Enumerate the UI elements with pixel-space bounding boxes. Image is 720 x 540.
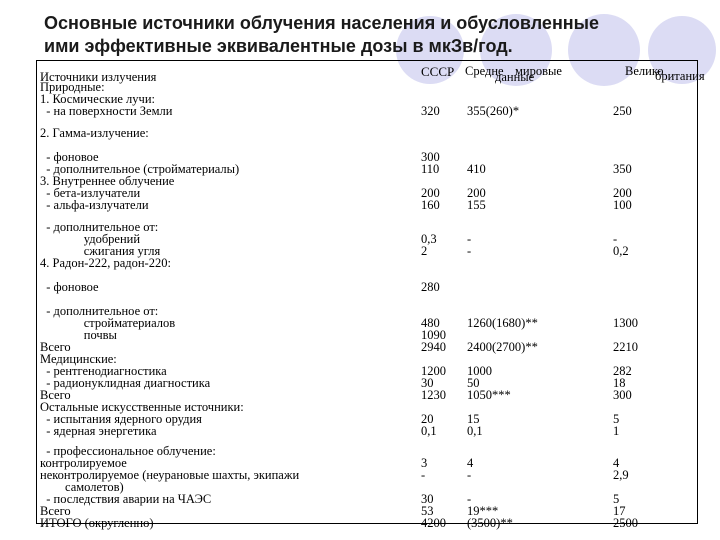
- cell-ussr: 4200: [421, 516, 446, 530]
- row-label: ИТОГО (округленно): [40, 516, 154, 530]
- row-label: - дополнительное (стройматериалы): [40, 162, 240, 176]
- cell-world: 4: [467, 456, 474, 470]
- cell-ussr: 2: [421, 244, 428, 258]
- cell-ussr: 1200: [421, 364, 446, 378]
- cell-ussr: 0,1: [421, 424, 437, 438]
- row-label: 2. Гамма-излучение:: [40, 126, 149, 140]
- header-uk-2: британия: [655, 69, 705, 83]
- row-label: - дополнительное от:: [40, 220, 159, 234]
- cell-ussr: 53: [421, 504, 434, 518]
- cell-uk: 17: [613, 504, 626, 518]
- cell-uk: 250: [613, 104, 632, 118]
- row-label: 4. Радон-222, радон-220:: [40, 256, 171, 270]
- row-label: Остальные искусственные источники:: [40, 400, 244, 414]
- cell-uk: 1: [613, 424, 620, 438]
- row-label: - альфа-излучатели: [40, 198, 149, 212]
- row-label: 1. Космические лучи:: [40, 92, 155, 106]
- cell-uk: 5: [613, 492, 620, 506]
- cell-ussr: 280: [421, 280, 440, 294]
- cell-ussr: 0,3: [421, 232, 437, 246]
- header-world-1: Средне: [465, 64, 504, 78]
- cell-ussr: 320: [421, 104, 440, 118]
- row-label: - радионуклидная диагностика: [40, 376, 211, 390]
- cell-world: 19***: [467, 504, 499, 518]
- row-label: Медицинские:: [40, 352, 117, 366]
- cell-world: 155: [467, 198, 486, 212]
- cell-uk: 5: [613, 412, 620, 426]
- cell-ussr: -: [421, 468, 426, 482]
- row-label: - профессиональное облучение:: [40, 444, 216, 458]
- row-label: контролируемое: [40, 456, 127, 470]
- cell-ussr: 480: [421, 316, 440, 330]
- header-world-2: мировые: [515, 64, 562, 78]
- row-label: сжигания угля: [40, 244, 161, 258]
- cell-ussr: 1230: [421, 388, 446, 402]
- cell-ussr: 30: [421, 492, 434, 506]
- row-label: - на поверхности Земли: [40, 104, 173, 118]
- cell-uk: 2500: [613, 516, 638, 530]
- row-label: Всего: [40, 340, 71, 354]
- row-label: - фоновое: [40, 280, 99, 294]
- cell-uk: 300: [613, 388, 632, 402]
- cell-uk: 2210: [613, 340, 638, 354]
- cell-uk: 2,9: [613, 468, 629, 482]
- row-label: почвы: [40, 328, 117, 342]
- row-label: удобрений: [40, 232, 141, 246]
- cell-world: 410: [467, 162, 486, 176]
- cell-ussr: 30: [421, 376, 434, 390]
- row-label: - бета-излучатели: [40, 186, 141, 200]
- title-line-2: ими эффективные эквивалентные дозы в мкЗв/год.: [44, 36, 513, 56]
- row-label: 3. Внутреннее облучение: [40, 174, 175, 188]
- cell-uk: 282: [613, 364, 632, 378]
- row-label: - ядерная энергетика: [40, 424, 157, 438]
- row-label: - дополнительное от:: [40, 304, 159, 318]
- cell-world: 200: [467, 186, 486, 200]
- cell-world: 1050***: [467, 388, 511, 402]
- cell-world: -: [467, 492, 472, 506]
- cell-uk: 4: [613, 456, 620, 470]
- cell-world: -: [467, 244, 472, 258]
- row-label: самолетов): [40, 480, 124, 494]
- cell-ussr: 200: [421, 186, 440, 200]
- header-uk-1: Велико: [625, 64, 664, 78]
- cell-world: 1000: [467, 364, 492, 378]
- cell-ussr: 300: [421, 150, 440, 164]
- row-label: - испытания ядерного орудия: [40, 412, 202, 426]
- header-world-3: данные: [495, 70, 535, 84]
- title-line-1: Основные источники облучения населения и обусловленные: [44, 13, 600, 33]
- cell-ussr: 2940: [421, 340, 446, 354]
- cell-uk: -: [613, 232, 618, 246]
- cell-uk: 18: [613, 376, 626, 390]
- row-label: неконтролируемое (неурановые шахты, экипажи: [40, 468, 300, 482]
- header-sources: Источники излучения: [40, 70, 157, 84]
- row-label: Всего: [40, 504, 71, 518]
- cell-uk: 0,2: [613, 244, 629, 258]
- cell-world: 355(260)*: [467, 104, 520, 118]
- page-title: [44, 12, 704, 58]
- cell-ussr: 1090: [421, 328, 446, 342]
- row-label: стройматериалов: [40, 316, 176, 330]
- cell-world: 0,1: [467, 424, 483, 438]
- cell-ussr: 160: [421, 198, 440, 212]
- row-label: - последствия аварии на ЧАЭС: [40, 492, 212, 506]
- row-label: - фоновое: [40, 150, 99, 164]
- cell-uk: 350: [613, 162, 632, 176]
- dose-table: [36, 60, 705, 530]
- cell-world: (3500)**: [467, 516, 513, 530]
- cell-world: 2400(2700)**: [467, 340, 538, 354]
- row-label: Всего: [40, 388, 71, 402]
- cell-world: 15: [467, 412, 480, 426]
- header-ussr: СССР: [421, 64, 455, 79]
- cell-world: -: [467, 232, 472, 246]
- cell-uk: 100: [613, 198, 632, 212]
- cell-uk: 200: [613, 186, 632, 200]
- row-label: - рентгенодиагностика: [40, 364, 167, 378]
- cell-ussr: 20: [421, 412, 434, 426]
- cell-world: 1260(1680)**: [467, 316, 538, 330]
- cell-world: 50: [467, 376, 480, 390]
- cell-world: -: [467, 468, 472, 482]
- cell-uk: 1300: [613, 316, 638, 330]
- cell-ussr: 3: [421, 456, 428, 470]
- cell-ussr: 110: [421, 162, 440, 176]
- row-label: Природные:: [40, 80, 105, 94]
